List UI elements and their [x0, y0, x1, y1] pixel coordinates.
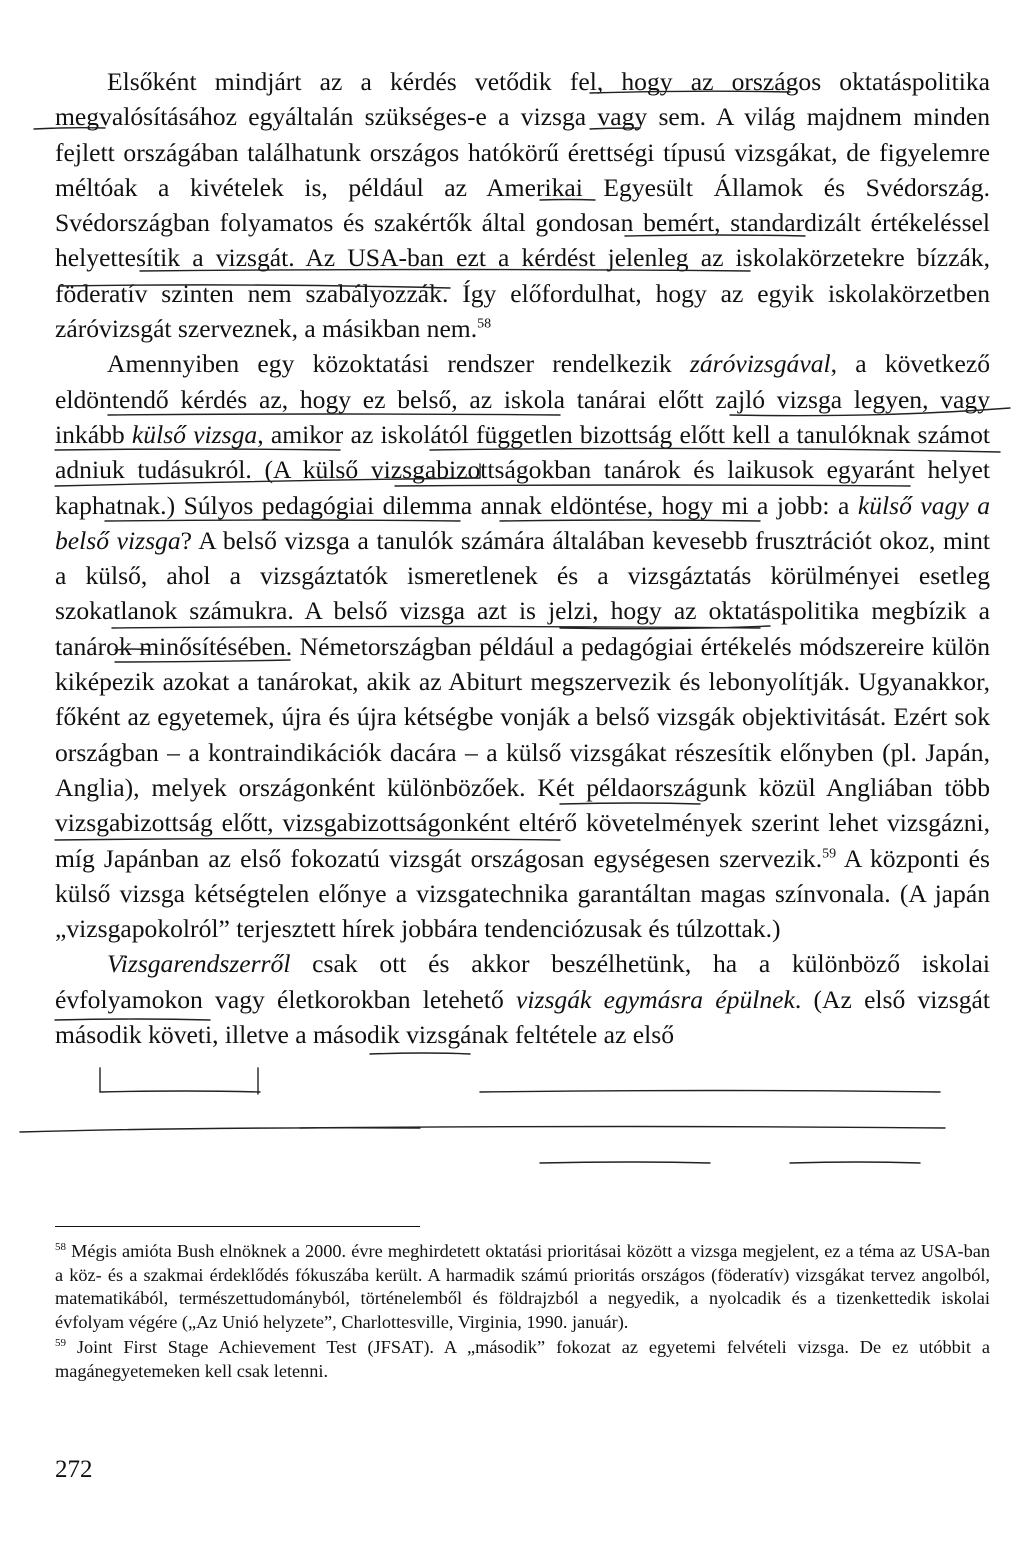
paragraph-text: Elsőként mindjárt az a kérdés vetődik fel, hogy az országos oktatáspolitika megvalósításához egyáltalán szükséges-e a vizsga vagy sem. A világ majdnem minden fejlett országában találhatunk országos hatókörű érettségi típusú vizsgákat, de figyelemre méltóak a kivételek is, például az Amerikai Egyesült Államok és Svédország. Svédországban folyamatos és szakértők által gondosan bemért, standardizált értékeléssel helyettesítik a vizsgát. Az USA-ban ezt a kérdést jelenleg az iskolakörzetekre bízzák, föderatív szinten nem szabályozzák. Így előfordulhat, hogy az egyik iskolakörzetben záróvizsgát szerveznek, a másikban nem.: [55, 67, 990, 344]
footnote-ref-59[interactable]: 59: [822, 846, 837, 861]
footnote-text: Mégis amióta Bush elnöknek a 2000. évre meghirdetett oktatási prioritásai között a vizsga megjelent, ez a téma az USA-ban a köz- és a szakmai érdeklődés fókuszába került. A harmadik számú prioritás országos (föderatív) vizsgákat tervez angolból, matematikából, természettudományból, történelemből és földrajzból a negyedik, a nyolcadik és a tizenkettedik iskolai évfolyam végére („Az Unió helyzete”, Charlottesville, Virginia, 1990. január).: [55, 1241, 990, 1332]
emphasis-text: külső vagy a belső vizsga: [55, 490, 990, 555]
paragraph-text: , amikor az iskolától független bizottság előtt kell a tanulóknak számot adniuk tudásukról. (A külső vizsgabizottságokban tanárok és laikusok egyaránt helyet kaphatnak.) Súlyos pedagógiai dilemma annak eldöntése, hogy mi a jobb: a: [55, 419, 990, 520]
paragraph-3: [55, 946, 990, 1052]
paragraph-text: ? A belső vizsga a tanulók számára általában kevesebb frusztrációt okoz, mint a külső, ahol a vizsgáztatók ismeretlenek és a vizsgáztatás körülményei esetleg szokatlanok számukra. A belső vizsga azt is jelzi, hogy az oktatáspolitika megbízik a tanárok minősítésében. Németországban például a pedagógiai értékelés módszereire külön kiképezik azokat a tanárokat, akik az Abiturt megszervezik és lebonyolítják. Ugyanakkor, főként az egyetemek, újra és újra kétségbe vonják a belső vizsgák objektivitását. Ezért sok országban – a kontraindikációk dacára – a külső vizsgákat részesítik előnyben (pl. Japán, Anglia), melyek országonként különbözőek. Két példaországunk közül Angliában több vizsgabizottság előtt, vizsgabizottságonként eltérő követelmények szerint lehet vizsgázni, míg Japánban az első fokozatú vizsgát országosan egységesen szervezik.: [55, 525, 990, 873]
paragraph-2: [55, 346, 990, 946]
footnotes: [55, 1240, 990, 1384]
footnote-58: [55, 1240, 990, 1334]
paragraph-text: , a következő eldöntendő kérdés az, hogy ez belső, az iskola tanárai előtt zajló vizsga legyen, vagy inkább: [55, 349, 990, 449]
page-number: 272: [55, 1456, 93, 1483]
paragraph-text: . (Az első vizsgát második követi, illetve a második vizsgának feltétele az első: [55, 984, 990, 1050]
body-text: [55, 64, 990, 1052]
paragraph-1: [55, 64, 990, 346]
pen-underline: [100, 1091, 260, 1092]
footnote-ref-58[interactable]: 58: [477, 316, 492, 332]
pen-underline: [480, 1091, 940, 1093]
paragraph-text: csak ott és akkor beszélhetünk, ha a különböző iskolai évfolyamokon vagy életkorokban letehető: [55, 949, 990, 1014]
pen-underline: [370, 1053, 470, 1054]
emphasis-text: záróvizsgával: [689, 349, 831, 379]
footnote-number: 58: [55, 1240, 66, 1253]
emphasis-text: vizsgák egymásra épülnek: [516, 984, 795, 1014]
footnote-number: 59: [55, 1337, 66, 1350]
emphasis-text: külső vizsga: [131, 419, 258, 449]
footnote-59: [55, 1336, 990, 1383]
emphasis-text: Vizsgarendszerről: [107, 949, 291, 979]
footnote-text: Joint First Stage Achievement Test (JFSAT). A „második” fokozat az egyetemi felvételi vizsga. De ez utóbbit a magánegyetemeken kell csak letenni.: [55, 1337, 990, 1381]
paragraph-text: Amennyiben egy közoktatási rendszer rendelkezik: [107, 349, 690, 379]
paragraph-text: A központi és külső vizsga kétségtelen előnye a vizsgatechnika garantáltan magas színvonala. (A japán „vizsgapokolról” terjesztett hírek jobbára tendenciózusak és túlzottak.): [55, 843, 990, 944]
pen-underline: [790, 1162, 920, 1163]
pen-underline: [300, 1127, 945, 1129]
pen-underline: [20, 1128, 420, 1132]
pen-underline: [540, 1162, 710, 1163]
footnote-divider: [55, 1226, 420, 1227]
